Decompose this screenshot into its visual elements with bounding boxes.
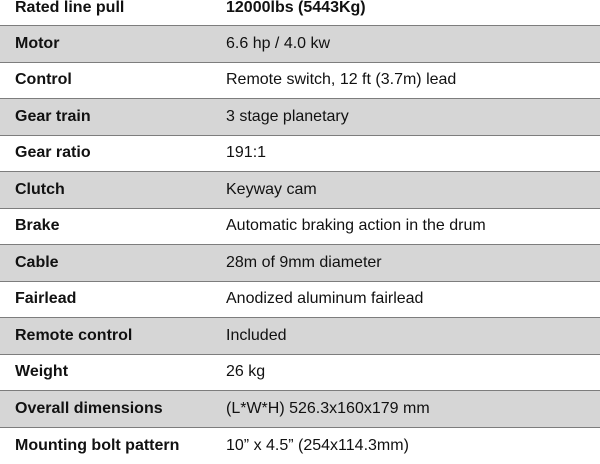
spec-value: 26 kg bbox=[213, 363, 265, 381]
spec-row-gear-train bbox=[0, 99, 600, 136]
spec-label: Overall dimensions bbox=[0, 400, 213, 418]
spec-label: Mounting bolt pattern bbox=[0, 437, 213, 455]
spec-value: Automatic braking action in the drum bbox=[213, 217, 486, 235]
spec-label: Motor bbox=[0, 35, 213, 53]
spec-value: 191:1 bbox=[213, 144, 266, 162]
spec-value: 6.6 hp / 4.0 kw bbox=[213, 35, 330, 53]
spec-value: Remote switch, 12 ft (3.7m) lead bbox=[213, 71, 456, 89]
spec-row-remote-control bbox=[0, 318, 600, 355]
spec-label: Weight bbox=[0, 363, 213, 381]
spec-label: Rated line pull bbox=[0, 0, 213, 17]
spec-value: Anodized aluminum fairlead bbox=[213, 290, 423, 308]
spec-value: (L*W*H) 526.3x160x179 mm bbox=[213, 400, 430, 418]
spec-label: Brake bbox=[0, 217, 213, 235]
spec-row-rated-line-pull bbox=[0, 0, 600, 26]
spec-row-mounting-bolt-pattern bbox=[0, 428, 600, 464]
spec-value: Included bbox=[213, 327, 287, 345]
spec-row-fairlead bbox=[0, 282, 600, 319]
spec-value: 3 stage planetary bbox=[213, 108, 349, 126]
spec-row-weight bbox=[0, 355, 600, 392]
spec-label: Cable bbox=[0, 254, 213, 272]
spec-value: 28m of 9mm diameter bbox=[213, 254, 382, 272]
spec-value: 10” x 4.5” (254x114.3mm) bbox=[213, 437, 409, 455]
spec-row-control bbox=[0, 63, 600, 100]
spec-row-cable bbox=[0, 245, 600, 282]
spec-value: Keyway cam bbox=[213, 181, 317, 199]
spec-label: Control bbox=[0, 71, 213, 89]
spec-row-gear-ratio bbox=[0, 136, 600, 173]
spec-label: Remote control bbox=[0, 327, 213, 345]
spec-label: Clutch bbox=[0, 181, 213, 199]
spec-label: Fairlead bbox=[0, 290, 213, 308]
spec-row-overall-dimensions bbox=[0, 391, 600, 428]
spec-row-clutch bbox=[0, 172, 600, 209]
spec-value: 12000lbs (5443Kg) bbox=[213, 0, 366, 17]
spec-row-brake bbox=[0, 209, 600, 246]
spec-label: Gear ratio bbox=[0, 144, 213, 162]
spec-label: Gear train bbox=[0, 108, 213, 126]
spec-row-motor bbox=[0, 26, 600, 63]
